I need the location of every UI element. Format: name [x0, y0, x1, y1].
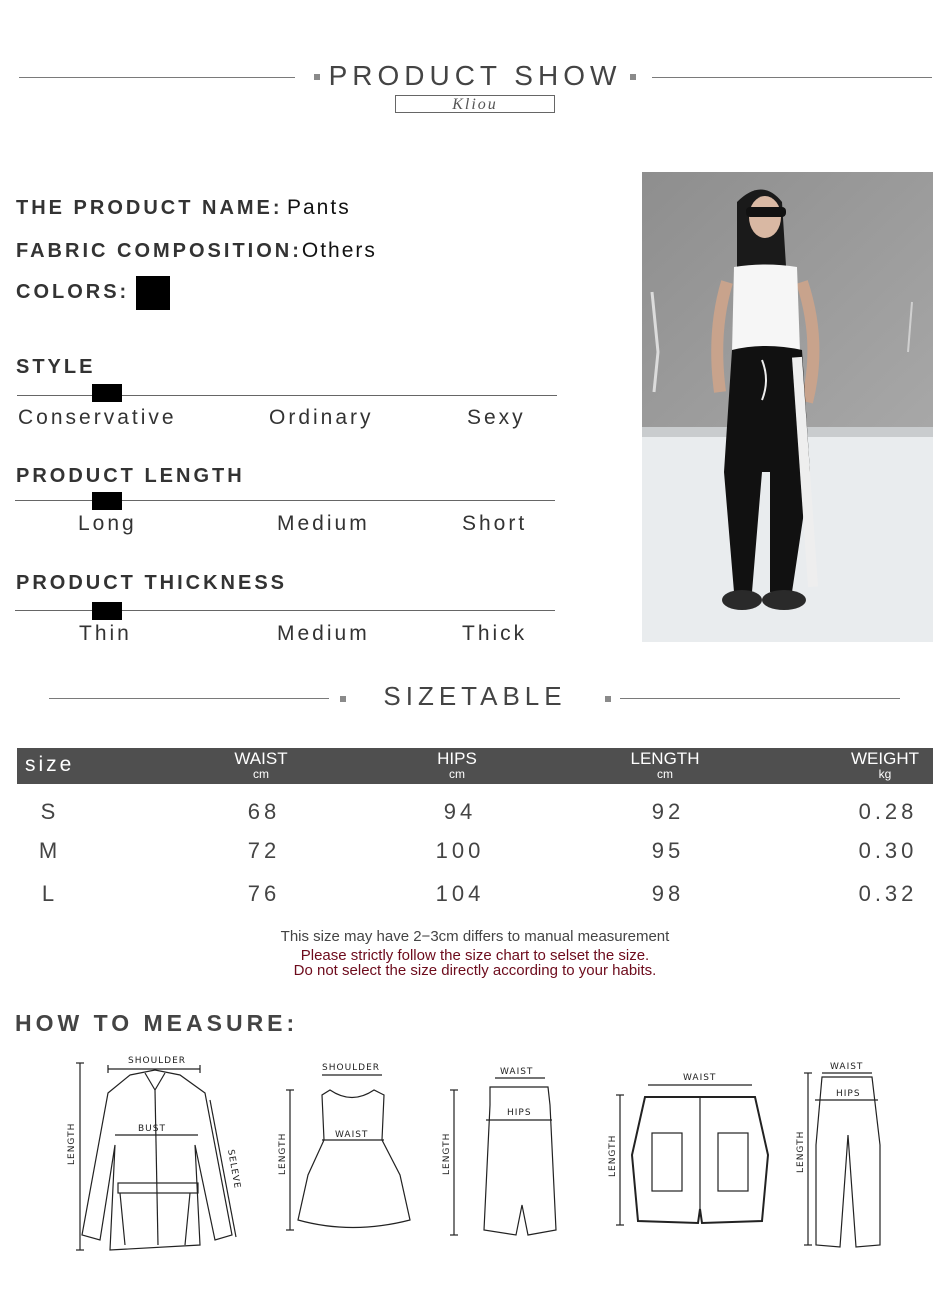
row-waist: 76	[247, 881, 281, 906]
row-weight: 0.28	[858, 799, 918, 824]
row-weight: 0.32	[858, 881, 918, 906]
size-dot-right	[605, 696, 611, 702]
row-size: L	[41, 881, 59, 906]
length-option-long: Long	[78, 512, 137, 535]
length-label: PRODUCT LENGTH	[16, 465, 245, 487]
thickness-option-thin: Thin	[79, 622, 132, 645]
style-option-sexy: Sexy	[467, 406, 526, 429]
jacket-sleeve-label: SELEVE	[225, 1148, 242, 1190]
pants-waist-label: WAIST	[830, 1062, 864, 1072]
size-rule-right	[620, 698, 900, 699]
style-label: STYLE	[16, 356, 96, 378]
color-swatch	[136, 276, 170, 310]
skirt-hips-label: HIPS	[507, 1108, 532, 1118]
colors-label: COLORS:	[16, 281, 130, 303]
sizetable-title: SIZETABLE	[383, 681, 567, 711]
length-option-short: Short	[462, 512, 528, 535]
size-warning-line-1: Please strictly follow the size chart to selset the size.	[300, 947, 650, 964]
row-size: M	[38, 838, 62, 863]
waist-column-header: WAIST cm	[234, 749, 288, 781]
dress-length-label: LENGTH	[278, 1132, 288, 1175]
style-option-conservative: Conservative	[18, 406, 177, 429]
fabric-label: FABRIC COMPOSITION:	[16, 240, 302, 262]
shorts-length-label: LENGTH	[608, 1134, 618, 1177]
row-waist: 68	[247, 799, 281, 824]
how-to-measure-title: HOW TO MEASURE:	[15, 1010, 299, 1036]
size-column-header: size	[25, 753, 75, 776]
hips-column-header: HIPS cm	[437, 749, 477, 781]
jacket-bust-label: BUST	[138, 1124, 166, 1134]
row-waist: 72	[247, 838, 281, 863]
jacket-diagram	[76, 1063, 236, 1250]
pants-length-label: LENGTH	[796, 1130, 806, 1173]
skirt-diagram	[450, 1078, 556, 1235]
skirt-waist-label: WAIST	[500, 1067, 534, 1077]
thickness-option-thick: Thick	[462, 622, 528, 645]
row-size: S	[40, 799, 60, 824]
pants-diagram	[804, 1073, 880, 1247]
header-rule-right	[652, 77, 932, 78]
row-length: 95	[651, 838, 685, 863]
measure-diagrams	[0, 1045, 950, 1290]
row-hips: 94	[443, 799, 477, 824]
product-name-row	[16, 196, 351, 220]
model-illustration	[642, 172, 933, 642]
measurement-note: This size may have 2−3cm differs to manual measurement	[280, 928, 670, 945]
length-marker	[92, 492, 122, 510]
product-photo	[642, 172, 933, 642]
header-dot-right	[630, 74, 636, 80]
row-hips: 100	[435, 838, 485, 863]
fabric-row	[16, 239, 377, 263]
length-column-header: LENGTH cm	[630, 749, 700, 781]
dress-shoulder-label: SHOULDER	[322, 1063, 381, 1073]
row-hips: 104	[435, 881, 485, 906]
shorts-diagram	[616, 1085, 768, 1225]
style-marker	[92, 384, 122, 402]
dress-waist-label: WAIST	[335, 1130, 369, 1140]
pants-hips-label: HIPS	[836, 1089, 861, 1099]
brand-name: Kliou	[395, 95, 555, 113]
fabric-value: Others	[301, 239, 377, 262]
thickness-option-medium: Medium	[277, 622, 370, 645]
thickness-label: PRODUCT THICKNESS	[16, 572, 288, 594]
product-name-value: Pants	[287, 196, 351, 219]
product-name-label: THE PRODUCT NAME:	[16, 197, 283, 219]
size-warning-line-2: Do not select the size directly according to your habits.	[293, 962, 657, 979]
style-option-ordinary: Ordinary	[269, 406, 374, 429]
thickness-marker	[92, 602, 122, 620]
jacket-shoulder-label: SHOULDER	[128, 1056, 187, 1066]
dress-diagram	[286, 1075, 410, 1230]
row-length: 98	[651, 881, 685, 906]
shorts-waist-label: WAIST	[683, 1073, 717, 1083]
row-length: 92	[651, 799, 685, 824]
weight-column-header: WEIGHT kg	[851, 749, 919, 781]
page-title: PRODUCT SHOW	[328, 60, 622, 91]
jacket-length-label: LENGTH	[67, 1122, 77, 1165]
skirt-length-label: LENGTH	[442, 1132, 452, 1175]
length-option-medium: Medium	[277, 512, 370, 535]
row-weight: 0.30	[858, 838, 918, 863]
size-warning	[0, 948, 950, 978]
size-table-header	[17, 748, 933, 784]
